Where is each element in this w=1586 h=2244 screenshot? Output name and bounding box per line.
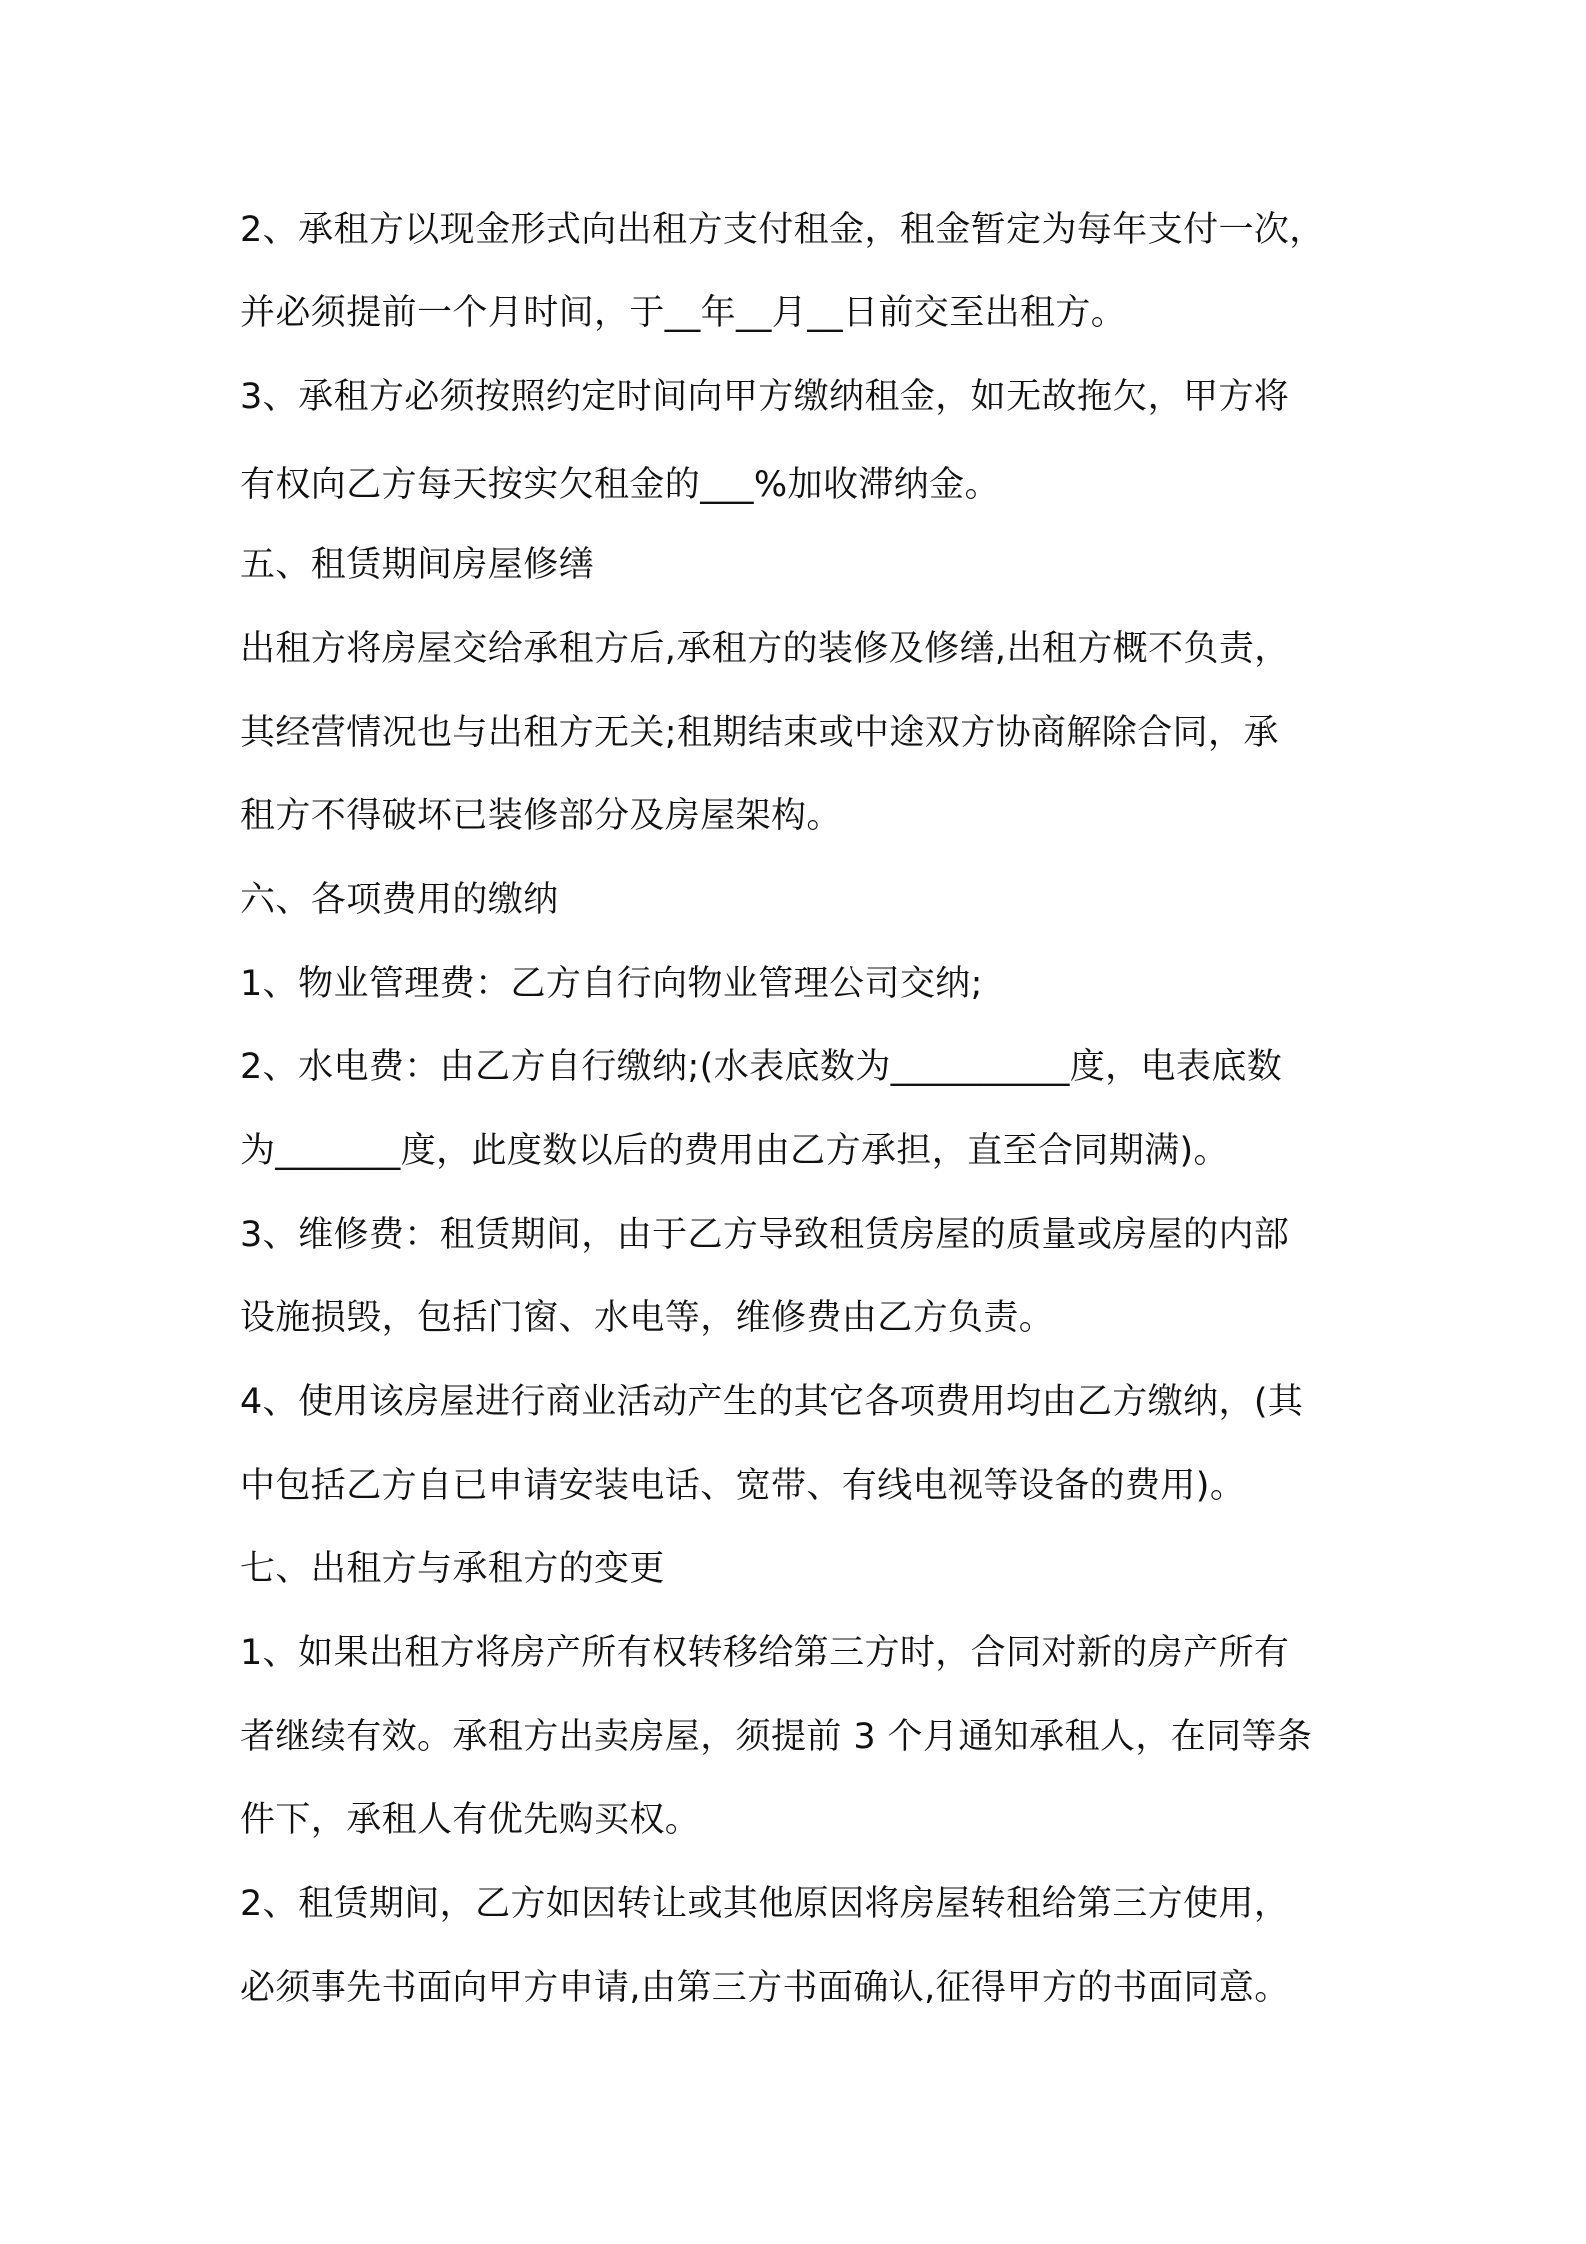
text-line-property-fee: 1、物业管理费：乙方自行向物业管理公司交纳; xyxy=(240,964,983,1004)
text-line-sublease-1: 2、租赁期间，乙方如因转让或其他原因将房屋转租给第三方使用， xyxy=(240,1884,1290,1924)
text-line-late-fee: 有权向乙方每天按实欠租金的___%加收滞纳金。 xyxy=(240,465,1000,505)
text-line-repairs-1: 出租方将房屋交给承租方后,承租方的装修及修缮,出租方概不负责， xyxy=(240,629,1290,669)
text-line-maintenance-2: 设施损毁，包括门窗、水电等，维修费由乙方负责。 xyxy=(240,1298,1055,1338)
text-line-other-fees-2: 中包括乙方自已申请安装电话、宽带、有线电视等设备的费用)。 xyxy=(240,1466,1246,1506)
text-line-other-fees-1: 4、使用该房屋进行商业活动产生的其它各项费用均由乙方缴纳，(其 xyxy=(240,1382,1304,1422)
text-line-utilities-1: 2、水电费：由乙方自行缴纳;(水表底数为__________度，电表底数 xyxy=(240,1047,1283,1087)
text-line-repairs-2: 其经营情况也与出租方无关;租期结束或中途双方协商解除合同，承 xyxy=(240,713,1279,753)
text-line-repairs-3: 租方不得破坏已装修部分及房屋架构。 xyxy=(240,796,842,836)
section-heading-repairs: 五、租赁期间房屋修缮 xyxy=(240,545,595,585)
text-line-sublease-2: 必须事先书面向甲方申请,由第三方书面确认,征得甲方的书面同意。 xyxy=(240,1968,1290,2008)
text-line-rent-arrears: 3、承租方必须按照约定时间向甲方缴纳租金，如无故拖欠，甲方将 xyxy=(240,377,1290,417)
text-line-ownership-transfer-1: 1、如果出租方将房产所有权转移给第三方时，合同对新的房产所有 xyxy=(240,1633,1290,1673)
section-heading-fees: 六、各项费用的缴纳 xyxy=(240,880,559,920)
section-heading-party-change: 七、出租方与承租方的变更 xyxy=(240,1549,665,1589)
text-line-ownership-transfer-3: 件下，承租人有优先购买权。 xyxy=(240,1800,701,1840)
text-line-utilities-2: 为_______度，此度数以后的费用由乙方承担，直至合同期满)。 xyxy=(240,1131,1229,1171)
text-line-ownership-transfer-2: 者继续有效。承租方出卖房屋，须提前 3 个月通知承租人，在同等条 xyxy=(240,1717,1313,1757)
text-line-maintenance-1: 3、维修费：租赁期间，由于乙方导致租赁房屋的质量或房屋的内部 xyxy=(240,1215,1290,1255)
text-line-payment-method: 2、承租方以现金形式向出租方支付租金，租金暂定为每年支付一次， xyxy=(240,210,1325,250)
text-line-payment-deadline: 并必须提前一个月时间，于__年__月__日前交至出租方。 xyxy=(240,293,1127,333)
